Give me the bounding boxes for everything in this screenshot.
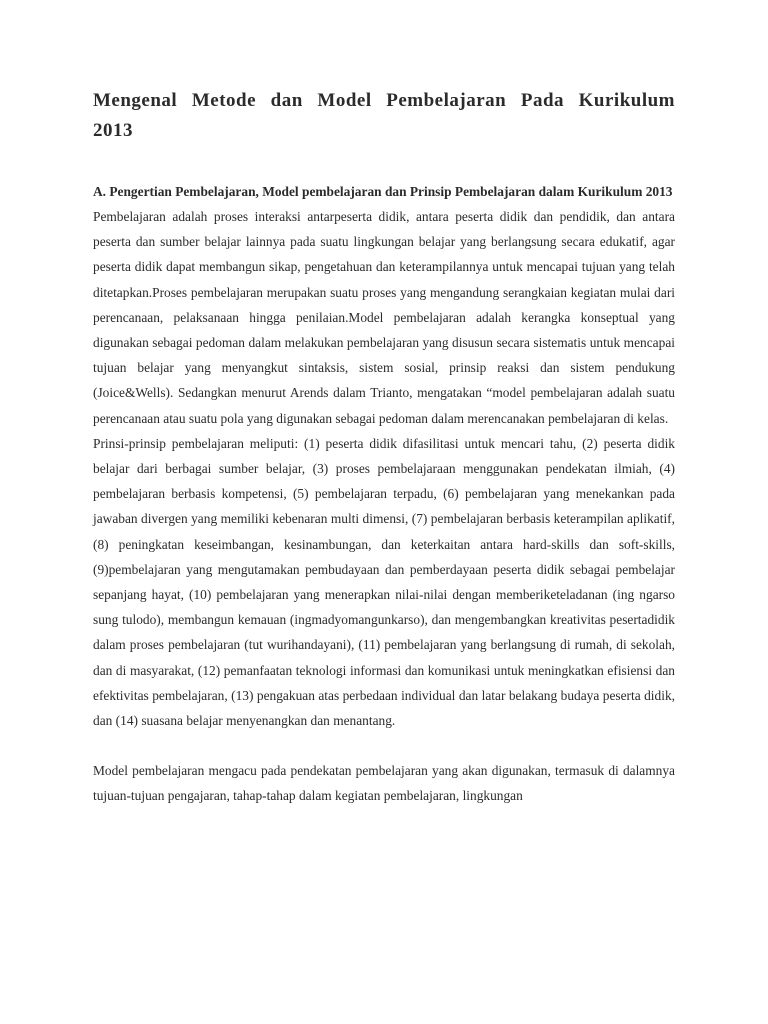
document-page <box>93 86 675 809</box>
document-title: Mengenal Metode dan Model Pembelajaran Pada Kurikulum 2013 <box>93 90 675 141</box>
paragraph-principles: Prinsi-prinsip pembelajaran meliputi: (1) peserta didik difasilitasi untuk mencari tahu, (2) peserta didik belajar dari berbagai sumber belajar, (3) proses pembelajaraan menggunakan pendekatan ilmiah, (4) pembelajaran berbasis kompetensi, (5) pembelajaran terpadu, (6) pembelajaran yang menekankan pada jawaban divergen yang memiliki kebenaran multi dimensi, (7) pembelajaran berbasis keterampilan aplikatif, (8) peningkatan keseimbangan, kesinambungan, dan keterkaitan antara hard-skills dan soft-skills, (9)pembelajaran yang mengutamakan pembudayaan dan pemberdayaan peserta didik sebagai pembelajar sepanjang hayat, (10) pembelajaran yang menerapkan nilai-nilai dengan memberiketeladanan (ing ngarso sung tulodo), membangun kemauan (ingmadyomangunkarso), dan mengembangkan kreativitas pesertadidik dalam proses pembelajaran (tut wurihandayani), (11) pembelajaran yang berlangsung di rumah, di sekolah, dan di masyarakat, (12) pemanfaatan teknologi informasi dan komunikasi untuk meningkatkan efisiensi dan efektivitas pembelajaran, (13) pengakuan atas perbedaan individual dan latar belakang budaya peserta didik, dan (14) suasana belajar menyenangkan dan menantang. <box>93 435 675 729</box>
paragraph-model: Model pembelajaran mengacu pada pendekatan pembelajaran yang akan digunakan, termasuk di dalamnya tujuan-tujuan pengajaran, tahap-tahap dalam kegiatan pembelajaran, lingkungan <box>93 763 675 804</box>
section-a-heading: A. Pengertian Pembelajaran, Model pembelajaran dan Prinsip Pembelajaran dalam Kurikulum 2013 <box>93 184 673 199</box>
paragraph-definition: Pembelajaran adalah proses interaksi antarpeserta didik, antara peserta didik dan pendidik, dan antara peserta dan sumber belajar lainnya pada suatu lingkungan belajar yang berlangsung secara edukatif, agar peserta didik dapat membangun sikap, pengetahuan dan keterampilannya untuk mencapai tujuan yang telah ditetapkan.Proses pembelajaran merupakan suatu proses yang mengandung serangkaian kegiatan mulai dari perencanaan, pelaksanaan hingga penilaian.Model pembelajaran adalah kerangka konseptual yang digunakan sebagai pedoman dalam melakukan pembelajaran yang disusun secara sistematis untuk mencapai tujuan belajar yang menyangkut sintaksis, sistem sosial, prinsip reaksi dan sistem pendukung (Joice&Wells). Sedangkan menurut Arends dalam Trianto, mengatakan “model pembelajaran adalah suatu perencanaan atau suatu pola yang digunakan sebagai pedoman dalam merencanakan pembelajaran di kelas. <box>93 209 675 426</box>
